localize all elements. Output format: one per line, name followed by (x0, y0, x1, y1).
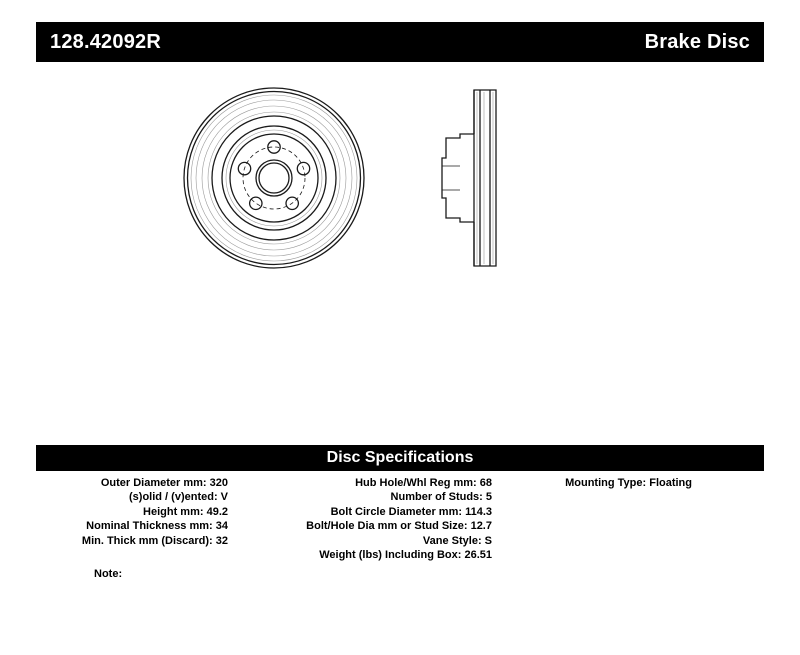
spec-table (36, 476, 764, 562)
spec-row: Bolt Circle Diameter mm: 114.3 (330, 505, 492, 518)
stud-holes (238, 141, 309, 210)
spec-row: Min. Thick mm (Discard): 32 (81, 534, 228, 547)
braking-surface-shading (191, 95, 357, 261)
technical-drawing (36, 78, 764, 408)
side-hat-profile (442, 134, 474, 222)
spec-title-bar (36, 445, 764, 471)
note-section (36, 568, 764, 580)
side-section-view (442, 90, 496, 266)
spec-row: Outer Diameter mm: 320 (100, 477, 228, 489)
rotor-outer-edge (184, 88, 364, 268)
spec-row: Vane Style: S (422, 534, 492, 547)
part-number: 128.42092R (50, 31, 161, 53)
spec-row: (s)olid / (v)ented: V (129, 491, 228, 504)
spec-row: Weight (lbs) Including Box: 26.51 (319, 549, 492, 562)
spec-row: Mounting Type: Floating (565, 477, 692, 489)
note-label: Note: (94, 568, 123, 580)
brake-disc-drawing-svg (36, 78, 764, 408)
rotor-outer-edge-inner (188, 92, 361, 265)
spec-row: Number of Studs: 5 (390, 491, 492, 504)
product-type: Brake Disc (644, 31, 750, 53)
spec-row: Height mm: 49.2 (143, 505, 228, 518)
spec-title: Disc Specifications (326, 449, 474, 466)
rotor-hat-outer (222, 126, 326, 230)
stud-hole (250, 197, 262, 209)
spec-row: Bolt/Hole Dia mm or Stud Size: 12.7 (306, 520, 492, 533)
spec-row: Hub Hole/Whl Reg mm: 68 (355, 477, 492, 489)
bolt-circle (243, 147, 305, 209)
hub-hole-inner (259, 163, 289, 193)
header-bar (36, 22, 764, 62)
spec-column-middle (228, 476, 492, 562)
spec-column-right (492, 476, 764, 490)
spec-row: Nominal Thickness mm: 34 (86, 520, 228, 533)
hub-hole (256, 160, 292, 196)
spec-column-left (36, 476, 228, 548)
